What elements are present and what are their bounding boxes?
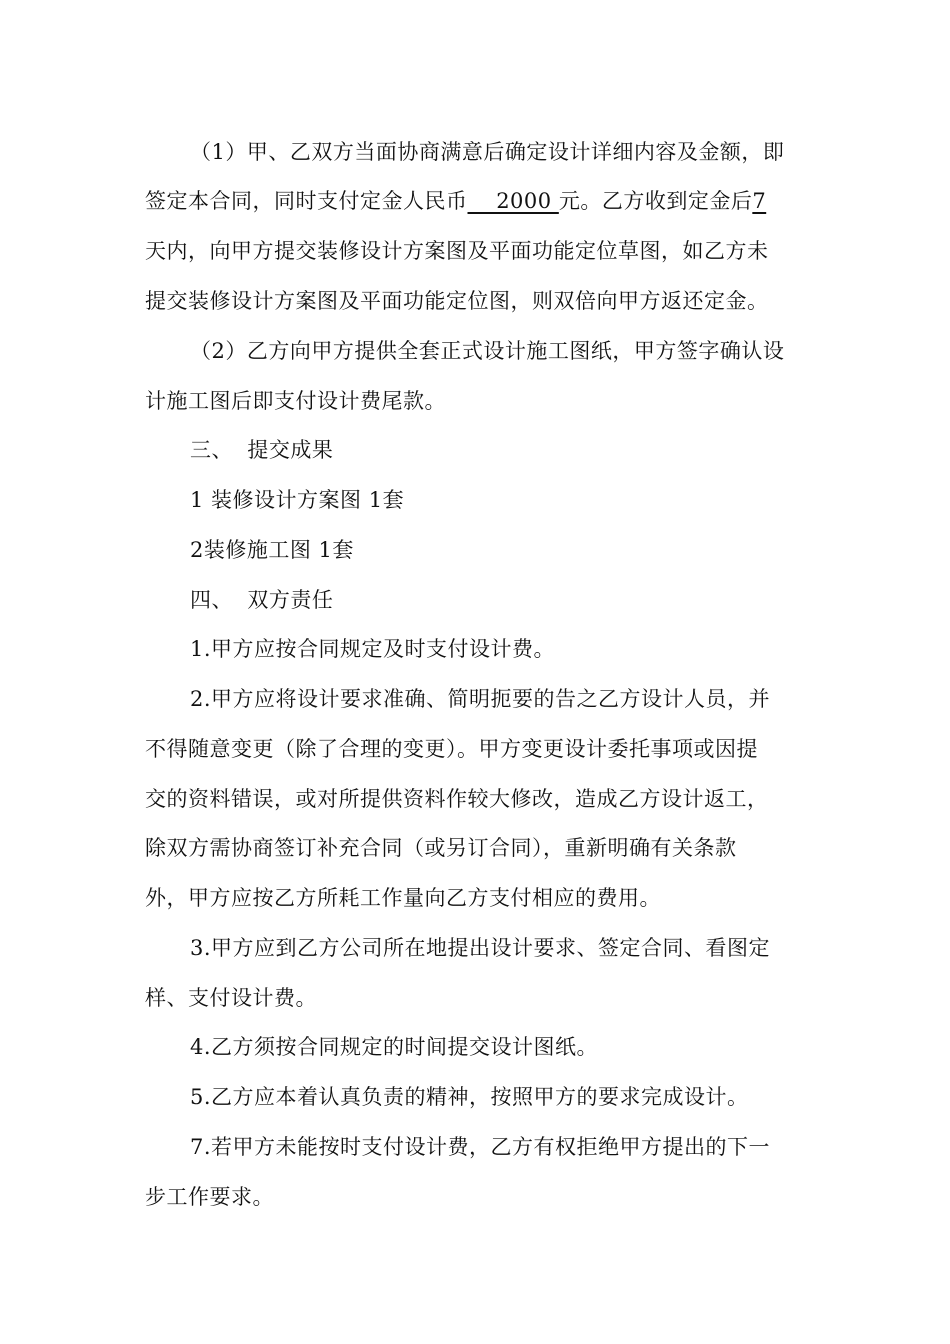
responsibility-1: 1.甲方应按合同规定及时支付设计费。 xyxy=(190,637,556,661)
paragraph-1-line-1: （1）甲、乙双方当面协商满意后确定设计详细内容及金额，即 xyxy=(190,140,785,164)
responsibility-3-line-1: 3.甲方应到乙方公司所在地提出设计要求、签定合同、看图定 xyxy=(190,936,771,960)
paragraph-1-line-2-middle: 元。乙方收到定金后 xyxy=(558,189,753,213)
responsibility-7-line-2: 步工作要求。 xyxy=(145,1185,274,1209)
paragraph-1-line-4: 提交装修设计方案图及平面功能定位图，则双倍向甲方返还定金。 xyxy=(145,289,769,313)
paragraph-2-line-1: （2）乙方向甲方提供全套正式设计施工图纸，甲方签字确认设 xyxy=(190,339,785,363)
responsibility-2-line-4: 除双方需协商签订补充合同（或另订合同），重新明确有关条款 xyxy=(145,836,737,860)
responsibility-2-line-3: 交的资料错误，或对所提供资料作较大修改，造成乙方设计返工， xyxy=(145,787,769,811)
responsibility-2-line-1: 2.甲方应将设计要求准确、简明扼要的告之乙方设计人员，并 xyxy=(190,687,771,711)
responsibility-5: 5.乙方应本着认真负责的精神，按照甲方的要求完成设计。 xyxy=(190,1085,749,1109)
delivery-days: 7 xyxy=(752,189,767,213)
paragraph-2-line-2: 计施工图后即支付设计费尾款。 xyxy=(145,389,446,413)
responsibility-4: 4.乙方须按合同规定的时间提交设计图纸。 xyxy=(190,1035,599,1059)
responsibility-3-line-2: 样、支付设计费。 xyxy=(145,986,317,1010)
section-3-heading: 三、 提交成果 xyxy=(190,438,334,462)
paragraph-1-line-2 xyxy=(145,187,766,215)
responsibility-2-line-2: 不得随意变更（除了合理的变更）。甲方变更设计委托事项或因提 xyxy=(145,737,758,761)
deliverable-item-2: 2装修施工图 1套 xyxy=(190,538,354,562)
responsibility-7-line-1: 7.若甲方未能按时支付设计费，乙方有权拒绝甲方提出的下一 xyxy=(190,1135,771,1159)
section-4-heading: 四、 双方责任 xyxy=(190,588,334,612)
deliverable-item-1: 1 装修设计方案图 1套 xyxy=(190,488,405,512)
paragraph-1-line-2-start: 签定本合同，同时支付定金人民币 xyxy=(145,189,468,213)
responsibility-2-line-5: 外，甲方应按乙方所耗工作量向乙方支付相应的费用。 xyxy=(145,886,661,910)
paragraph-1-line-3: 天内，向甲方提交装修设计方案图及平面功能定位草图，如乙方未 xyxy=(145,239,769,263)
deposit-amount: 2000 xyxy=(467,189,559,213)
